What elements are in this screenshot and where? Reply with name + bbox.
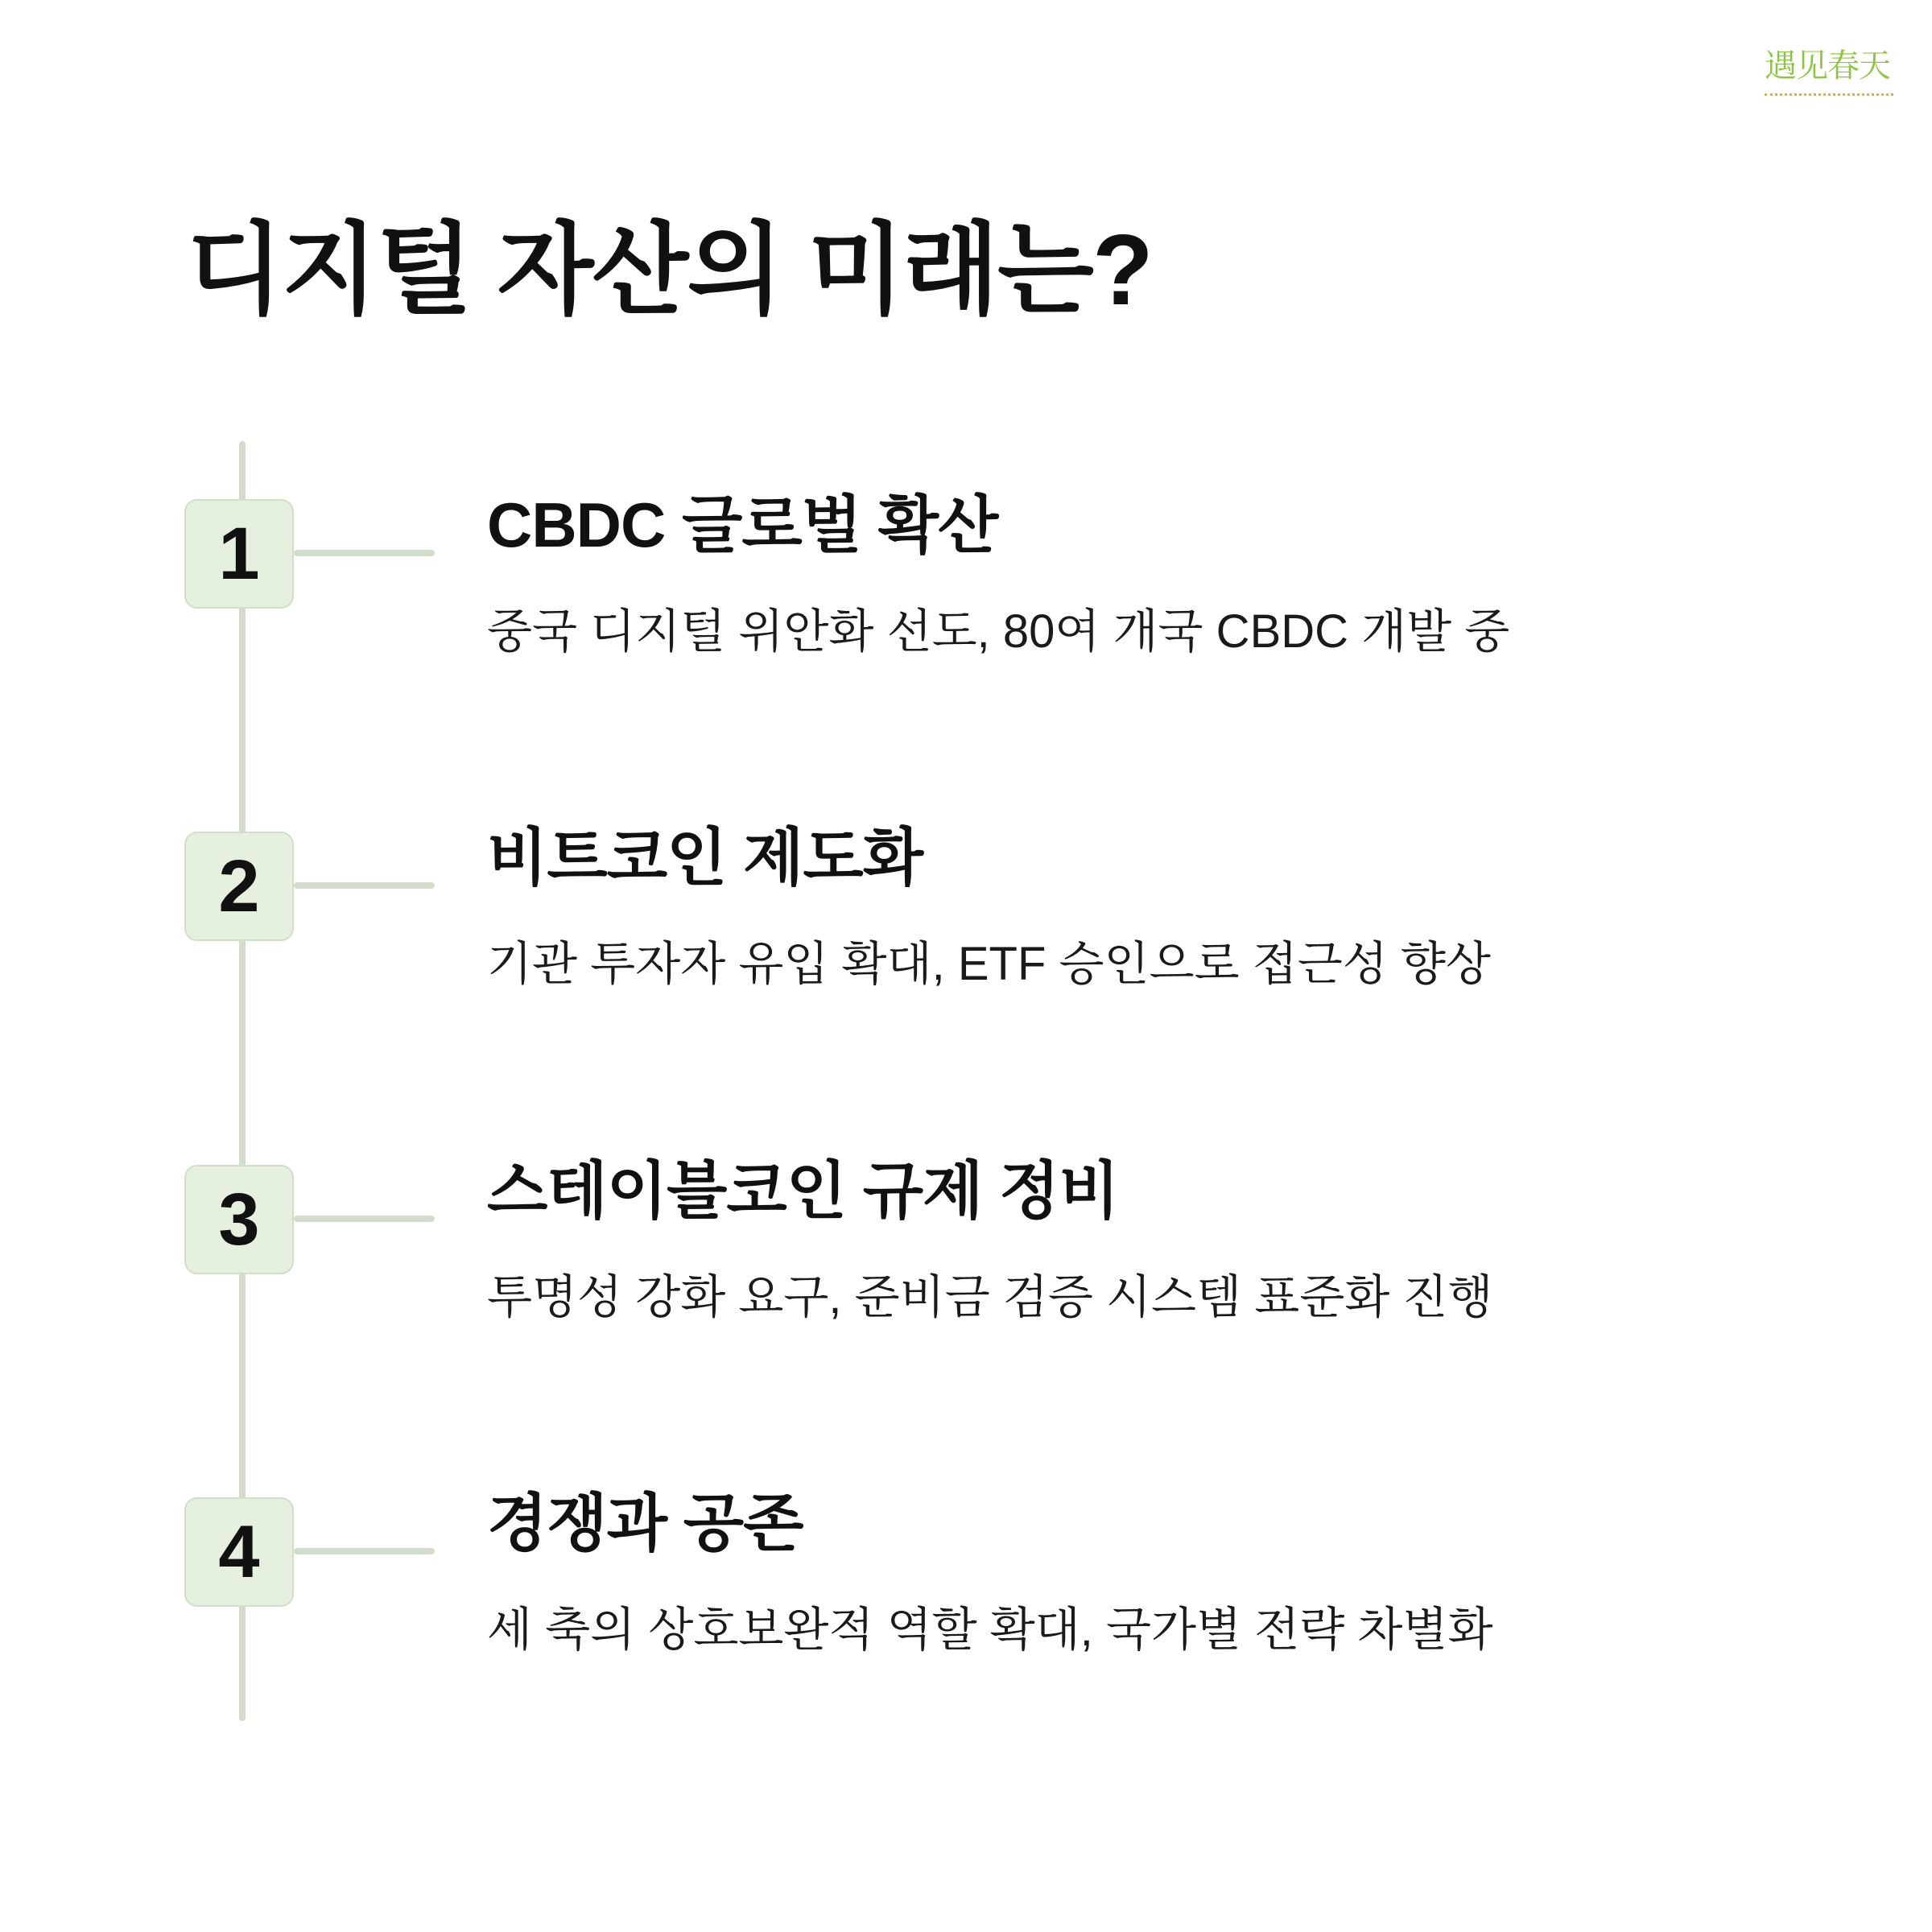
step-title: 비트코인 제도화 xyxy=(487,822,923,893)
timeline-step-3 xyxy=(0,1155,1932,1358)
step-title: 스테이블코인 규제 정비 xyxy=(487,1155,1119,1226)
step-title: 경쟁과 공존 xyxy=(487,1488,803,1558)
step-connector xyxy=(294,882,435,889)
step-description: 투명성 강화 요구, 준비금 검증 시스템 표준화 진행 xyxy=(487,1271,1493,1323)
step-number-badge: 4 xyxy=(184,1497,294,1607)
step-title: CBDC 글로벌 확산 xyxy=(487,489,998,560)
step-number-badge: 2 xyxy=(184,832,294,941)
step-number-badge: 1 xyxy=(184,499,294,609)
brand-logo-text: 遇见春天 xyxy=(1765,47,1890,85)
page-title: 디지털 자산의 미래는? xyxy=(187,215,1152,326)
timeline-step-4 xyxy=(0,1488,1932,1690)
brand-logo-underline xyxy=(1765,87,1893,96)
step-connector xyxy=(294,1216,435,1222)
timeline-step-2 xyxy=(0,822,1932,1025)
timeline-step-1 xyxy=(0,489,1932,692)
step-connector xyxy=(294,1548,435,1554)
step-description: 세 축의 상호보완적 역할 확대, 국가별 전략 차별화 xyxy=(487,1604,1493,1656)
step-number-badge: 3 xyxy=(184,1165,294,1274)
step-description: 기관 투자자 유입 확대, ETF 승인으로 접근성 향상 xyxy=(487,938,1491,990)
brand-logo xyxy=(1765,39,1909,103)
step-description: 중국 디지털 위안화 선도, 80여 개국 CBDC 개발 중 xyxy=(487,605,1510,658)
step-connector xyxy=(294,550,435,556)
